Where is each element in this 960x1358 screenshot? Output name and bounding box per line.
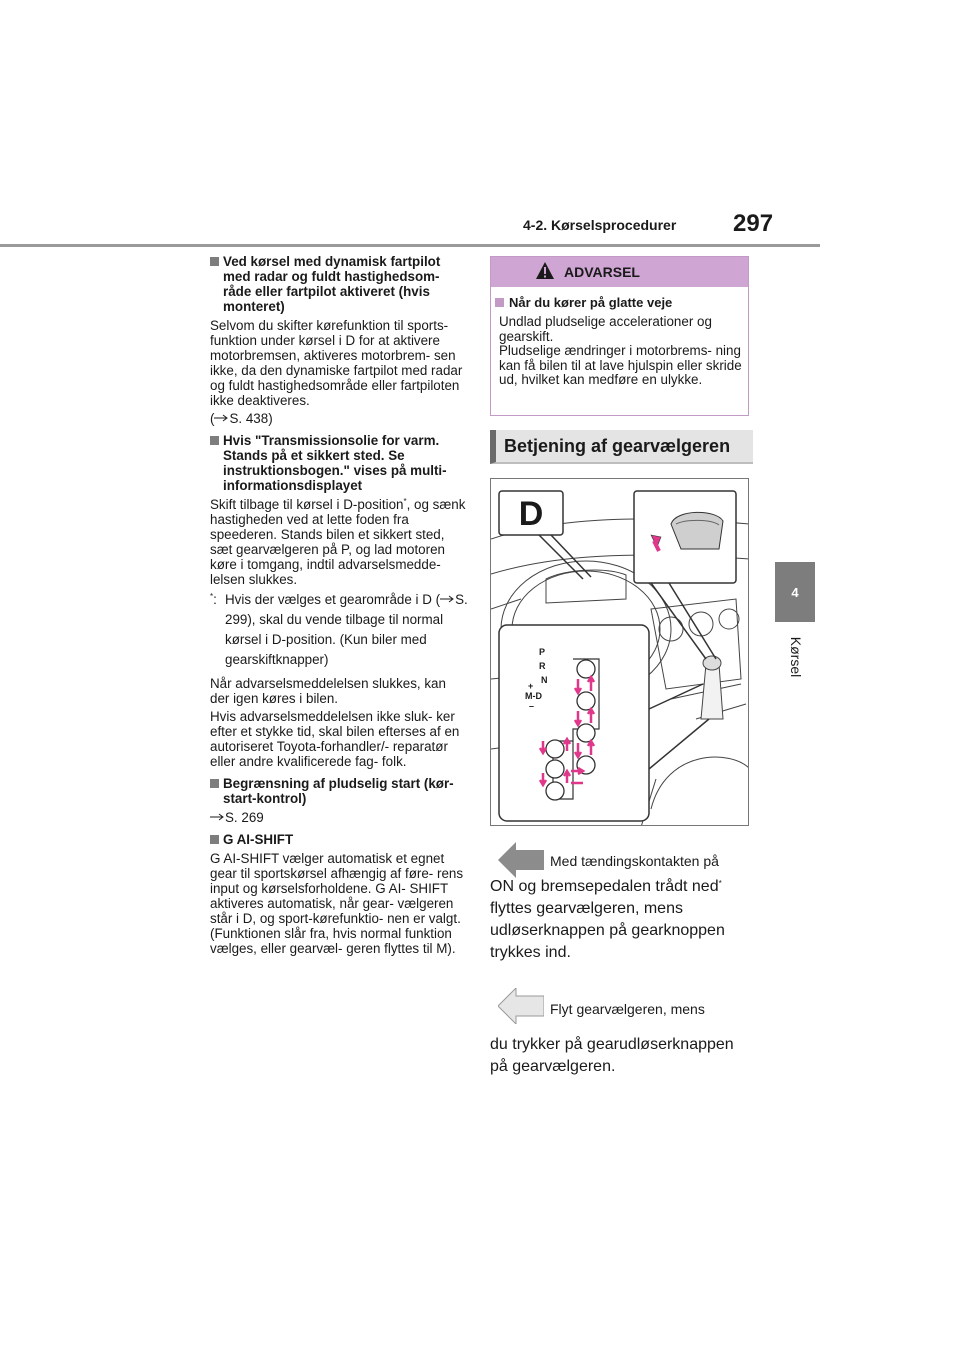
page-number: 297 <box>733 210 774 237</box>
left-column <box>210 254 468 963</box>
square-bullet-icon <box>210 779 219 788</box>
step-1-part: flyttes gearvælgeren, mens udløserknappen på gearknoppen trykkes ind. <box>490 900 725 961</box>
block-start-control <box>210 776 468 825</box>
page-reference-text: S. 269 <box>225 810 264 825</box>
block-heading <box>210 433 468 493</box>
arrow-right-icon <box>440 595 454 603</box>
chapter-label: Kørsel <box>788 636 805 678</box>
footnote-ref: S. 299 <box>225 592 468 627</box>
section-title-bar <box>490 430 753 464</box>
warning-body <box>499 315 744 388</box>
warning-subheading <box>495 295 672 310</box>
arrow-right-icon <box>210 813 224 821</box>
footnote-part: Hvis der vælges et gearområde i D ( <box>225 592 441 607</box>
header-rule <box>0 244 820 247</box>
step-2-first-line: Flyt gearvælgeren, mens <box>550 1001 705 1017</box>
arrow-right-icon <box>214 414 228 422</box>
square-bullet-icon <box>495 298 504 307</box>
footnote <box>210 590 468 670</box>
step-1-part: ON og bremsepedalen trådt ned <box>490 878 719 895</box>
block-heading <box>210 776 468 806</box>
warning-box <box>490 256 749 416</box>
footnote-part: ), skal du vende tilbage til normal kørsel i D-position. (Kun biler med gearskiftknapper) <box>225 612 444 667</box>
step-2-arrow-icon <box>498 988 544 1024</box>
page-reference-text: S. 438 <box>229 411 269 426</box>
square-bullet-icon <box>210 436 219 445</box>
gate-label: – <box>529 701 535 711</box>
block-title: Hvis "Transmissionsolie for varm. Stands på et sikkert sted. Se instruktionsbogen." vises på multi- informationsdisplayet <box>223 433 447 493</box>
footnote-marker: * <box>403 497 407 506</box>
block-title: Begrænsning af pludselig start (kør-start-kontrol) <box>223 776 454 806</box>
step-1-arrow-icon <box>498 842 544 878</box>
chapter-label-wrapper <box>778 632 814 682</box>
gate-label: P <box>539 647 546 657</box>
block-g-ai-shift <box>210 832 468 956</box>
square-bullet-icon <box>210 257 219 266</box>
page-reference: ( S. 438) <box>210 411 273 426</box>
section-header: 4-2. Kørselsprocedurer <box>523 217 677 233</box>
gate-label: M-D <box>525 691 542 701</box>
callout-letter: D <box>518 495 544 533</box>
chapter-tab: 4 <box>775 562 815 622</box>
block-heading <box>210 254 468 314</box>
block-heading <box>210 832 468 847</box>
step-1-text <box>490 876 750 964</box>
block-body <box>210 497 468 587</box>
footnote-marker: * <box>718 879 722 888</box>
block-body: Når advarselsmeddelelsen slukkes, kan der igen køres i bilen. <box>210 676 446 706</box>
warning-text: Undlad pludselige accelerationer og gearskift. <box>499 314 712 344</box>
step-1-first-line: Med tændingskontakten på <box>550 853 719 869</box>
block-title: G AI-SHIFT <box>223 832 294 847</box>
gate-label: + <box>528 681 534 691</box>
warning-header <box>491 257 748 287</box>
body-part: Skift tilbage til kørsel i D-position <box>210 497 404 512</box>
block-body: Hvis advarselsmeddelelsen ikke sluk- ker efter et stykke tid, skal bilen efterses af en autoriseret Toyota-forhandler/- reparatør eller andre kvalificerede fag- folk. <box>210 709 460 769</box>
footnote-text <box>225 590 468 670</box>
shift-lever-illustration <box>490 478 749 826</box>
block-title: Ved kørsel med dynamisk fartpilot med radar og fuldt hastighedsom- råde eller fartpilot aktiveret (hvis monteret) <box>223 254 441 314</box>
warning-triangle-icon <box>535 261 555 281</box>
block-body: Selvom du skifter kørefunktion til sports- funktion under kørsel i D for at aktivere motorbremsen, aktiveres motorbrem- sen ikke, da den dynamiske fartpilot med radar og fuldt hastighedsområde eller fartpiloten ikke deaktiveres. <box>210 318 463 408</box>
square-bullet-icon <box>210 835 219 844</box>
block-body: G AI-SHIFT vælger automatisk et egnet gear til sportskørsel afhængig af føre- rens input og kørselsforholdene. G AI- SHIFT aktiveres automatisk, når gear- vælgeren står i D, og sport-kørefunktio- nen er valgt. (Funktionen slår fra, hvis normal funktion vælges, eller gearvæl- geren flyttes til M). <box>210 851 464 956</box>
warning-subtitle: Når du kører på glatte veje <box>509 295 673 310</box>
warning-text: Pludselige ændringer i motorbrems- ning kan få bilen til at lave hjulspin eller skride ud, hvilket kan medføre en ulykke. <box>499 343 742 388</box>
gate-label: N <box>541 675 548 685</box>
gate-label: R <box>539 661 546 671</box>
footnote-mark: *: <box>210 592 217 607</box>
body-part: , og sænk hastigheden ved at lette foden fra speederen. Stands bilen et sikkert sted, sæt gearvælgeren på P, og lad motoren køre i tomgang, indtil advarselsmedde- lelsen slukkes. <box>210 497 466 587</box>
warning-title: ADVARSEL <box>564 264 640 280</box>
footnote-star: * <box>210 592 214 601</box>
step-2-text: du trykker på gearudløserknappen på gearvælgeren. <box>490 1036 734 1075</box>
section-title: Betjening af gearvælgeren <box>504 436 731 456</box>
block-cruise-control <box>210 254 468 426</box>
block-transmission-oil <box>210 433 468 769</box>
page-reference <box>210 810 468 825</box>
illustration-drawing <box>491 479 749 826</box>
